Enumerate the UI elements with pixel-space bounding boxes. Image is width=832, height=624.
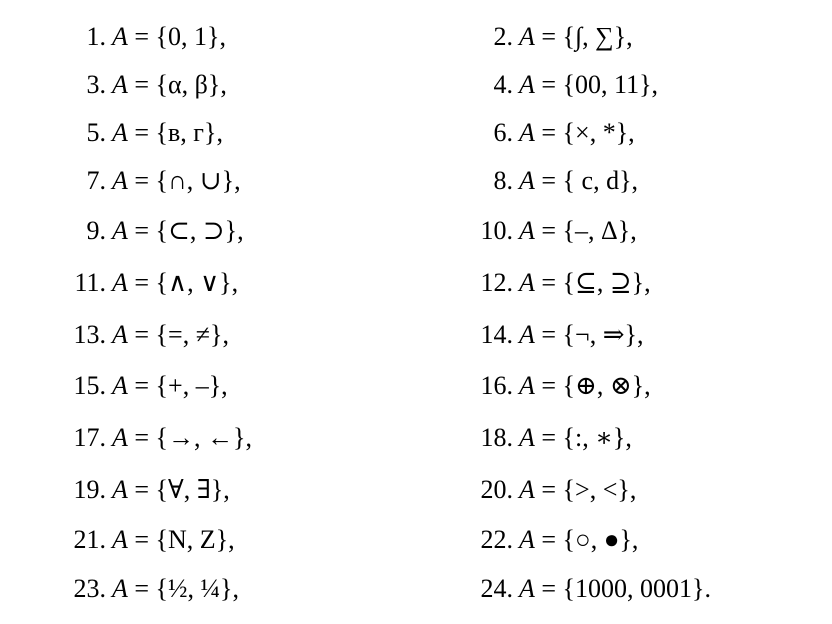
exercise-expression [519, 164, 638, 198]
set-definition: = {○, ●}, [534, 525, 639, 554]
exercise-number: 16. [480, 371, 513, 400]
set-variable: A [112, 22, 128, 51]
exercise-expression [112, 473, 230, 507]
exercise-expression [112, 116, 223, 150]
set-variable: A [112, 475, 128, 504]
exercise-number: 19. [73, 475, 106, 504]
set-definition: = {∧, ∨}, [127, 268, 239, 297]
set-definition: = {⊕, ⊗}, [534, 371, 651, 400]
set-variable: A [112, 574, 128, 603]
set-definition: = {∩, ∪}, [127, 166, 241, 195]
set-definition: = {1000, 0001}. [534, 574, 712, 603]
exercise-expression [112, 266, 238, 300]
set-definition: = {α, β}, [127, 70, 227, 99]
exercise-expression [112, 68, 227, 102]
set-variable: A [112, 118, 128, 147]
exercise-number: 7. [86, 166, 106, 195]
exercise-number: 15. [73, 371, 106, 400]
exercise-expression [112, 214, 244, 248]
exercise-number: 4. [493, 70, 513, 99]
exercise-expression [519, 68, 658, 102]
exercise-expression [519, 421, 632, 455]
exercise-expression [519, 572, 711, 606]
exercise-number: 5. [86, 118, 106, 147]
exercise-expression [112, 318, 229, 352]
exercise-number: 10. [480, 216, 513, 245]
set-definition: = {¬, ⇒}, [534, 320, 644, 349]
set-variable: A [519, 475, 535, 504]
set-variable: A [519, 525, 535, 554]
set-definition: = {:, ∗}, [534, 423, 632, 452]
set-variable: A [112, 525, 128, 554]
set-variable: A [112, 216, 128, 245]
exercise-expression [112, 20, 226, 54]
set-definition: = {½, ¼}, [127, 574, 240, 603]
set-definition: = {0, 1}, [127, 22, 227, 51]
exercise-number: 9. [86, 216, 106, 245]
exercise-number: 1. [86, 22, 106, 51]
exercise-expression [519, 473, 636, 507]
exercise-number: 22. [480, 525, 513, 554]
set-variable: A [519, 118, 535, 147]
exercise-number: 2. [493, 22, 513, 51]
set-variable: A [519, 268, 535, 297]
set-variable: A [519, 216, 535, 245]
set-variable: A [519, 22, 535, 51]
exercise-expression [519, 116, 635, 150]
set-variable: A [519, 423, 535, 452]
set-variable: A [112, 166, 128, 195]
exercise-number: 11. [74, 268, 106, 297]
set-variable: A [112, 70, 128, 99]
exercise-number: 17. [73, 423, 106, 452]
set-variable: A [112, 423, 128, 452]
set-definition: = {00, 11}, [534, 70, 659, 99]
set-definition: = {⊂, ⊃}, [127, 216, 244, 245]
exercise-expression [112, 164, 241, 198]
exercise-expression [112, 369, 228, 403]
set-variable: A [519, 320, 535, 349]
set-definition: = {в, г}, [127, 118, 223, 147]
exercise-number: 14. [480, 320, 513, 349]
exercise-number: 23. [73, 574, 106, 603]
exercise-number: 18. [480, 423, 513, 452]
set-variable: A [519, 371, 535, 400]
set-variable: A [519, 574, 535, 603]
exercise-number: 3. [86, 70, 106, 99]
set-variable: A [112, 268, 128, 297]
exercise-number: 8. [493, 166, 513, 195]
exercise-expression [519, 523, 638, 557]
set-variable: A [519, 166, 535, 195]
exercise-number: 20. [480, 475, 513, 504]
exercise-number: 21. [73, 525, 106, 554]
exercise-number: 24. [480, 574, 513, 603]
exercise-expression [519, 20, 633, 54]
exercise-number: 6. [493, 118, 513, 147]
exercise-expression [519, 369, 651, 403]
set-definition: = {–, Δ}, [534, 216, 637, 245]
set-definition: = {+, –}, [127, 371, 228, 400]
set-variable: A [112, 371, 128, 400]
exercise-expression [519, 266, 651, 300]
exercise-expression [519, 214, 637, 248]
exercise-expression [519, 318, 643, 352]
exercise-expression [112, 523, 235, 557]
set-variable: A [519, 70, 535, 99]
set-definition: = {N, Z}, [127, 525, 235, 554]
set-definition: = {×, *}, [534, 118, 635, 147]
exercise-expression [112, 421, 252, 455]
exercise-number: 13. [73, 320, 106, 349]
set-definition: = {→, ←}, [127, 423, 253, 452]
set-definition: = {>, <}, [534, 475, 637, 504]
set-definition: = {∀, ∃}, [127, 475, 230, 504]
set-definition: = {=, ≠}, [127, 320, 229, 349]
set-definition: = {⊆, ⊇}, [534, 268, 651, 297]
exercise-expression [112, 572, 239, 606]
set-definition: = {∫, ∑}, [534, 22, 633, 51]
set-variable: A [112, 320, 128, 349]
exercise-number: 12. [480, 268, 513, 297]
set-definition: = { c, d}, [534, 166, 639, 195]
